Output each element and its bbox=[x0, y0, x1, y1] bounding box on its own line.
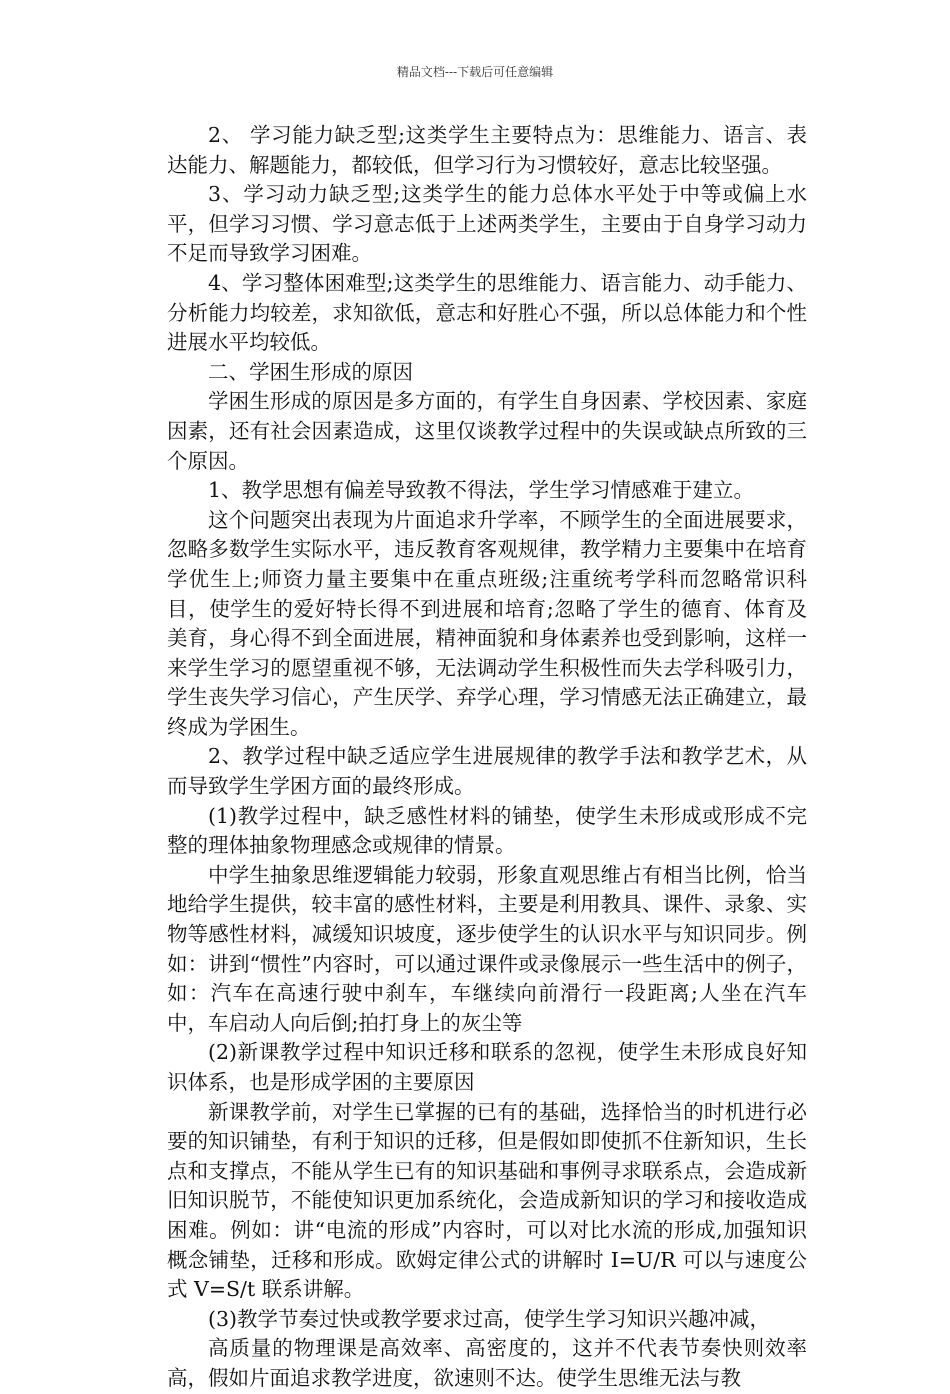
paragraph-point-3-title: (3)教学节奏过快或教学要求过高，使学生学习知识兴趣冲减， bbox=[208, 1306, 771, 1331]
page-header: 精品文档---下载后可任意编辑 bbox=[396, 65, 554, 79]
paragraph-cause-1-title: 1、教学思想有偏差导致教不得法，学生学习情感难于建立。 bbox=[208, 478, 755, 503]
paragraph-cause-2-title: 2、教学过程中缺乏适应学生进展规律的教学手法和教学艺术，从而导致学生学困方面的最终形成。 bbox=[167, 744, 807, 799]
section-heading-causes: 二、学困生形成的原因 bbox=[208, 359, 413, 384]
paragraph-point-2-title: (2)新课教学过程中知识迁移和联系的忽视，使学生未形成良好知识体系，也是形成学困的主要原因 bbox=[167, 1040, 807, 1094]
document-body bbox=[167, 121, 807, 1394]
paragraph-point-1-title: (1)教学过程中，缺乏感性材料的铺垫，使学生未形成或形成不完整的理体抽象物理感念或规律的情景。 bbox=[167, 803, 807, 858]
paragraph-type-4: 4、学习整体困难型;这类学生的思维能力、语言能力、动手能力、分析能力均较差，求知欲低，意志和好胜心不强，所以总体能力和个性进展水平均较低。 bbox=[167, 270, 807, 355]
paragraph-cause-1-body: 这个问题突出表现为片面追求升学率，不顾学生的全面进展要求，忽略多数学生实际水平，违反教育客观规律，教学精力主要集中在培育学优生上;师资力量主要集中在重点班级;注重统考学科而忽略常识科目，使学生的爱好特长得不到进展和培育;忽略了学生的德育、体育及美育，身心得不到全面进展，精神面貌和身体素养也受到影响，这样一来学生学习的愿望重视不够，无法调动学生积极性而失去学科吸引力，学生丧失学习信心，产生厌学、弃学心理，学习情感无法正确建立，最终成为学困生。 bbox=[167, 507, 807, 739]
paragraph-type-3: 3、学习动力缺乏型;这类学生的能力总体水平处于中等或偏上水平，但学习习惯、学习意志低于上述两类学生，主要由于自身学习动力不足而导致学习困难。 bbox=[167, 182, 807, 266]
paragraph-point-3-body: 高质量的物理课是高效率、高密度的，这并不代表节奏快则效率高，假如片面追求教学进度，欲速则不达。使学生思维无法与教 bbox=[167, 1336, 807, 1390]
paragraph-type-2: 2、 学习能力缺乏型;这类学生主要特点为：思维能力、语言、表达能力、解题能力，都较低，但学习行为习惯较好，意志比较坚强。 bbox=[167, 123, 807, 177]
paragraph-point-2-body: 新课教学前，对学生已掌握的已有的基础，选择恰当的时机进行必要的知识铺垫，有利于知识的迁移，但是假如即使抓不住新知识，生长点和支撑点，不能从学生已有的知识基础和事例寻求联系点，会造成新旧知识脱节，不能使知识更加系统化，会造成新知识的学习和接收造成困难。例如：讲“电流的形成”内容时，可以对比水流的形成,加强知识概念铺垫，迁移和形成。欧姆定律公式的讲解时 I=U/R 可以与速度公式 V=S/t 联系讲解。 bbox=[167, 1099, 807, 1302]
paragraph-causes-intro: 学困生形成的原因是多方面的，有学生自身因素、学校因素、家庭因素，还有社会因素造成，这里仅谈教学过程中的失误或缺点所致的三个原因。 bbox=[167, 389, 807, 473]
paragraph-point-1-body: 中学生抽象思维逻辑能力较弱，形象直观思维占有相当比例，恰当地给学生提供，较丰富的感性材料，主要是利用教具、课件、录象、实物等感性材料，减缓知识坡度，逐步使学生的认识水平与知识同步。例如：讲到“惯性”内容时，可以通过课件或录像展示一些生活中的例子，如：汽车在高速行驶中刹车，车继续向前滑行一段距离;人坐在汽车中，车启动人向后倒;拍打身上的灰尘等 bbox=[167, 862, 807, 1035]
